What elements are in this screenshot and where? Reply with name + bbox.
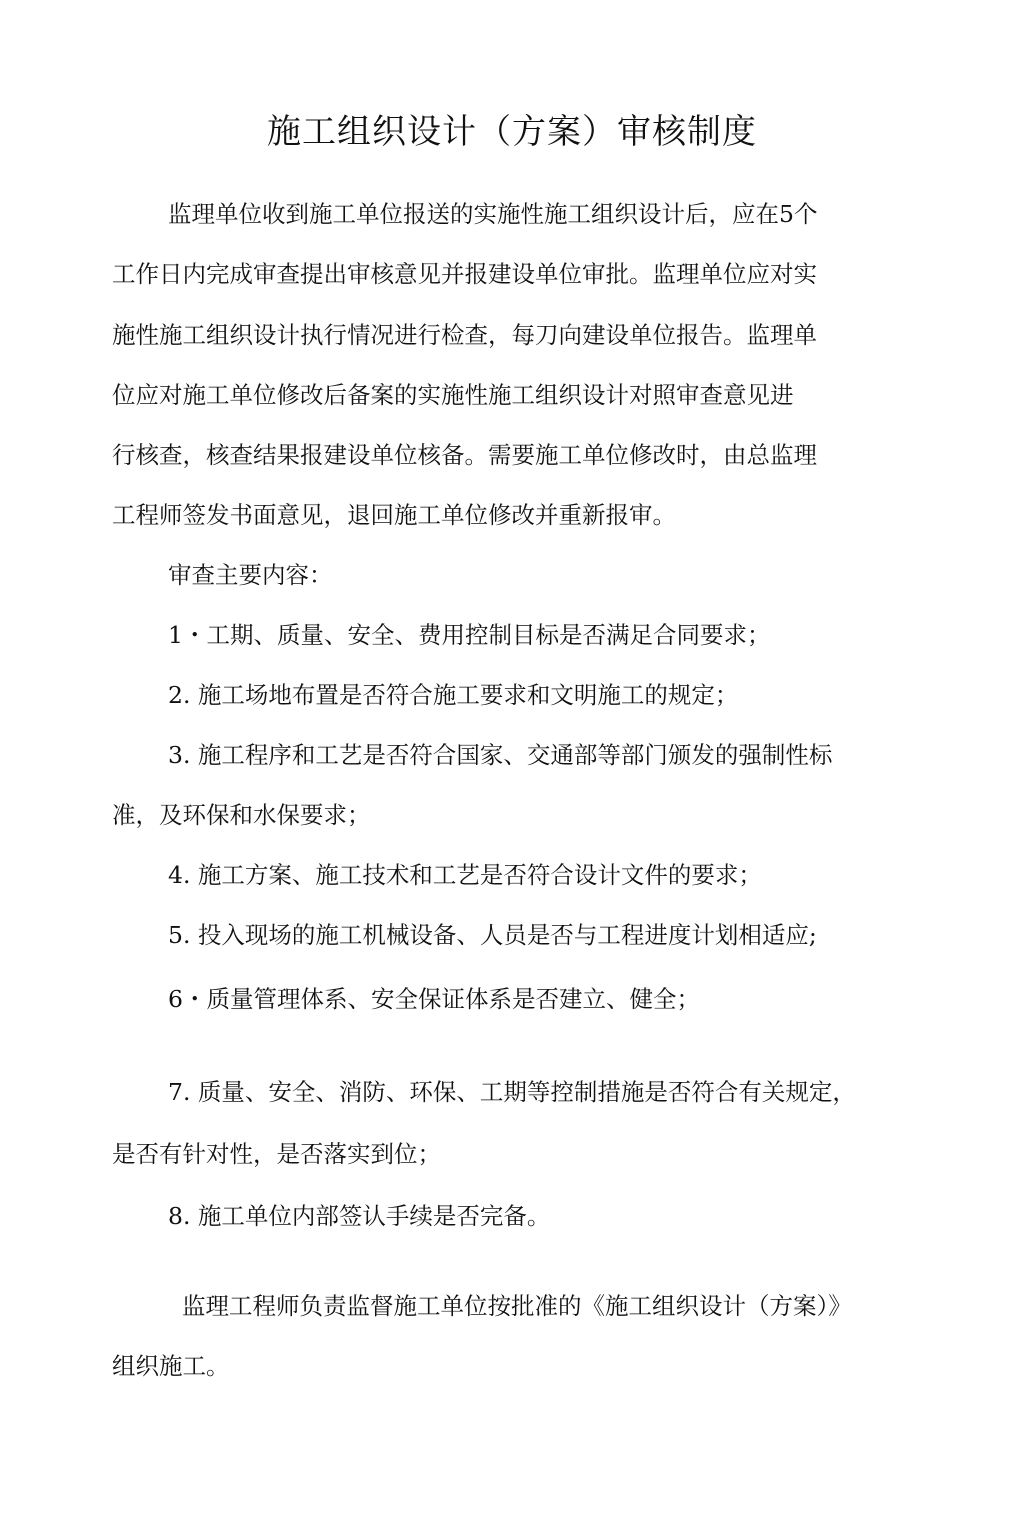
list-item: 1・工期、质量、安全、费用控制目标是否满足合同要求； (168, 621, 771, 649)
list-item: 8. 施工单位内部签认手续是否完备。 (168, 1202, 551, 1230)
paragraph-line: 工作日内完成审查提出审核意见并报建设单位审批。监理单位应对实 (112, 260, 817, 288)
paragraph-line: 位应对施工单位修改后备案的实施性施工组织设计对照审查意见进 (112, 381, 794, 409)
list-item-continuation: 准，及环保和水保要求； (112, 801, 371, 829)
paragraph-line: 工程师签发书面意见，退回施工单位修改并重新报审。 (112, 501, 676, 529)
paragraph-line: 组织施工。 (112, 1352, 230, 1380)
paragraph-line: 行核查，核查结果报建设单位核备。需要施工单位修改时，由总监理 (112, 441, 817, 469)
list-item: 7. 质量、安全、消防、环保、工期等控制措施是否符合有关规定， (168, 1078, 856, 1106)
section-heading: 审查主要内容： (168, 561, 333, 589)
list-item: 4. 施工方案、施工技术和工艺是否符合设计文件的要求； (168, 861, 762, 889)
paragraph-line: 监理单位收到施工单位报送的实施性施工组织设计后，应在5个 (168, 200, 818, 228)
list-item: 6・质量管理体系、安全保证体系是否建立、健全； (168, 985, 700, 1013)
list-item: 2. 施工场地布置是否符合施工要求和文明施工的规定； (168, 681, 739, 709)
document-title: 施工组织设计（方案）审核制度 (267, 112, 757, 152)
list-item: 5. 投入现场的施工机械设备、人员是否与工程进度计划相适应; (168, 921, 817, 949)
paragraph-line: 监理工程师负责监督施工单位按批准的《施工组织设计（方案）》 (182, 1292, 852, 1320)
paragraph-line: 施性施工组织设计执行情况进行检查，每刀向建设单位报告。监理单 (112, 321, 817, 349)
list-item-continuation: 是否有针对性，是否落实到位； (112, 1140, 441, 1168)
list-item: 3. 施工程序和工艺是否符合国家、交通部等部门颁发的强制性标 (168, 741, 833, 769)
